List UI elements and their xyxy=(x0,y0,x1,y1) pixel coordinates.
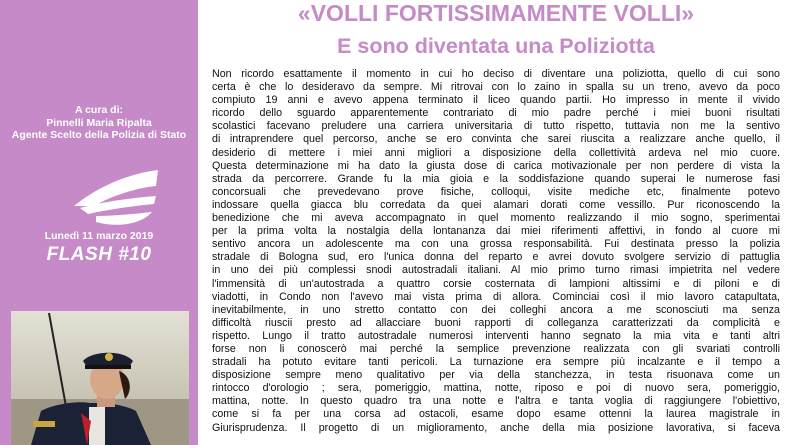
body-line: stradale di Bologna sud, ero l'unica donna del reparto e avrei dovuto svolgere servizio di pattuglia xyxy=(212,251,780,264)
body-line: come si fa per una corsa ad ostacoli, esame dopo esame ottenni la laurea magistrale in xyxy=(212,408,780,421)
issue-date: Lunedì 11 marzo 2019 xyxy=(44,230,154,242)
credits-line: Agente Scelto della Polizia di Stato xyxy=(11,129,187,141)
article-body xyxy=(212,68,780,435)
body-line: viadotti, in Condo non l'avevo mai vista prima di allora. Cominciai così il mio lavoro catapultata, xyxy=(212,290,780,303)
credits-line: Pinnelli Maria Ripalta xyxy=(46,116,152,129)
article-title: «VOLLI FORTISSIMAMENTE VOLLI» xyxy=(297,0,695,26)
body-line: per la prima volta la nostalgia della lontananza dai miei riferimenti affettivi, in fondo al cuore mi xyxy=(212,225,780,238)
body-line: indossare quella giacca blu corredata da quei alamari dorati come vessillo. Pur riconoscendo la xyxy=(212,198,780,211)
body-line: Giurisprudenza. Il progetto di un miglioramento, anche della mia posizione lavorativa, si faceva xyxy=(212,421,780,434)
body-line: disposizione sempre meno qualitativo per via della stanchezza, in testa risuonava come un xyxy=(212,369,780,382)
body-line: Non ricordo esattamente il momento in cui ho deciso di diventare una poliziotta, quello di cui sono xyxy=(212,68,780,80)
body-line: concorsuali che prevedevano prove fisiche, colloqui, visite mediche etc, finalmente potevo xyxy=(212,185,780,198)
body-line: sentivo ancora un adolescente ma con una grossa responsabilità. Fui destinata presso la polizia xyxy=(212,238,780,251)
body-line: di intraprendere quel percorso, anche se ero convinta che sarei riuscita a realizzare anche quello, il xyxy=(212,133,780,146)
police-cap-icon xyxy=(66,166,166,230)
body-line: in uno dei più complessi snodi autostradali italiani. Al mio primo turno rimasi impietrita nel vedere xyxy=(212,264,780,277)
body-line: forse non li conoscerò mai perché la semplice prevenzione realizzata con gli svariati controlli xyxy=(212,342,780,355)
body-line: strada da percorrere. Grande fu la mia gioia e la soddisfazione quando superai le numerose fasi xyxy=(212,172,780,185)
body-line: rintocco d'orologio ; sera, pomeriggio, mattina, notte, riposo e poi di nuovo sera, pomeriggio, xyxy=(212,382,780,395)
body-line: l'immensità di un'autostrada a quattro corsie costernata di lampioni altissimi e di piloni e di xyxy=(212,277,780,290)
body-line: Questa determinazione mi ha dato la giusta dose di carica motivazionale per non perdere di vista la xyxy=(212,159,780,172)
policewoman-portrait xyxy=(11,311,189,445)
body-line: certa è che lo desideravo da sempre. Mi ritrovai con lo zaino in spalla su un treno, avevo da poco xyxy=(212,81,780,94)
body-line: compiuto 19 anni e avevo appena terminato il liceo quando partii. Ho impresso in mente il vivido xyxy=(212,94,780,107)
sidebar xyxy=(0,0,198,445)
body-line: stradali ha potuto evitare tanti pericoli. La turnazione era sempre più incalzante e il tempo a xyxy=(212,356,780,369)
body-line: inevitabilmente, in uno stretto contatto con dei colleghi ancora a me sconosciuti ma senza xyxy=(212,303,780,316)
body-line: mattina, notte. In questo quadro tra una notte e l'altra e tanta voglia di raggiungere l'obiettivo, xyxy=(212,395,780,408)
body-line: scolastici facevano preludere una carriera universitaria di tutto rispetto, tuttavia non me la sentivo xyxy=(212,120,780,133)
author-credits xyxy=(0,104,198,142)
body-line: ricordo dello sguardo apparentemente contrariato di mio padre perché i miei buoni risultati xyxy=(212,107,780,120)
article-subtitle: E sono diventata una Poliziotta xyxy=(337,34,655,58)
body-line: desiderio di mettere i miei anni migliori a disposizione della collettività ardeva nel mio cuore. xyxy=(212,146,780,159)
body-line: difficoltà riuscii presto ad allacciare buoni rapporti di colleganza caratterizzati da complicità e xyxy=(212,316,780,329)
credits-line: A cura di: xyxy=(74,104,124,116)
body-line: benedizione che mi aveva accompagnato in quel momento realizzando il mio sogno, sperimentai xyxy=(212,212,780,225)
issue-number: FLASH #10 xyxy=(46,244,152,265)
body-line: rispetto. Lungo il tratto autostradale numerosi interventi hanno segnato la mia vita e tanti altri xyxy=(212,329,780,342)
